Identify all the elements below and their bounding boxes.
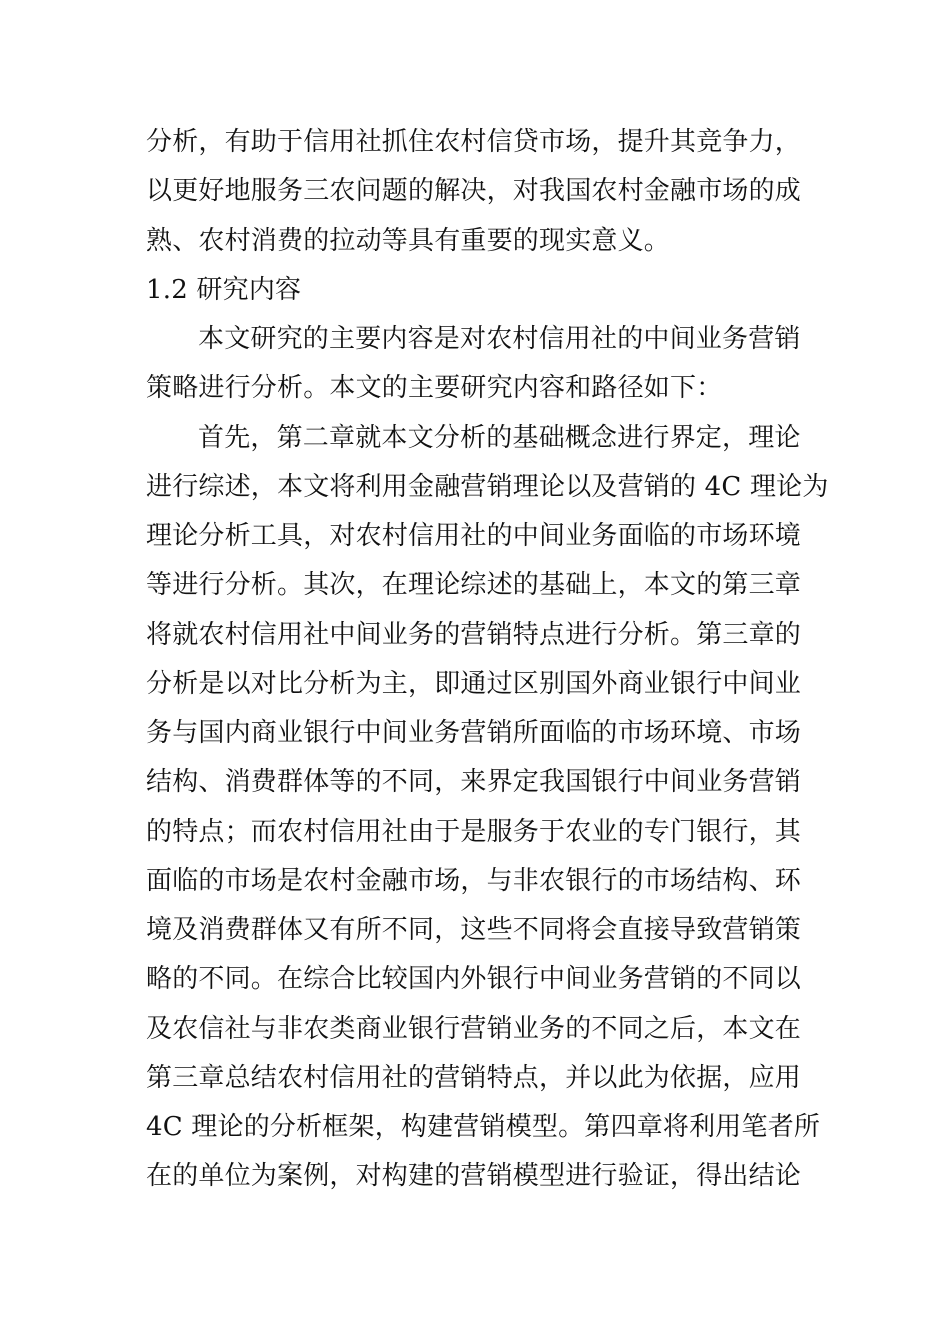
section-heading: 1.2 研究内容 — [146, 274, 302, 305]
paragraph-line: 首先，第二章就本文分析的基础概念进行界定，理论 — [198, 422, 801, 453]
paragraph-line: 境及消费群体又有所不同，这些不同将会直接导致营销策 — [146, 915, 802, 945]
paragraph-line: 等进行分析。其次，在理论综述的基础上，本文的第三章 — [146, 570, 802, 601]
paragraph-line: 略的不同。在综合比较国内外银行中间业务营销的不同以 — [146, 964, 802, 995]
paragraph-line: 务与国内商业银行中间业务营销所面临的市场环境、市场 — [146, 718, 802, 748]
paragraph-line: 进行综述，本文将利用金融营销理论以及营销的 4C 理论为 — [146, 471, 829, 502]
paragraph-line: 的特点；而农村信用社由于是服务于农业的专门银行，其 — [146, 816, 802, 847]
paragraph-line: 第三章总结农村信用社的营销特点，并以此为依据，应用 — [146, 1062, 802, 1093]
paragraph-line: 策略进行分析。本文的主要研究内容和路径如下： — [146, 373, 723, 404]
paragraph-line: 理论分析工具，对农村信用社的中间业务面临的市场环境 — [146, 521, 802, 551]
paragraph-line: 在的单位为案例，对构建的营销模型进行验证，得出结论 — [146, 1161, 802, 1192]
paragraph-line: 本文研究的主要内容是对农村信用社的中间业务营销 — [198, 324, 801, 354]
paragraph-line: 及农信社与非农类商业银行营销业务的不同之后，本文在 — [146, 1013, 802, 1044]
paragraph-line: 以更好地服务三农问题的解决，对我国农村金融市场的成 — [146, 176, 802, 207]
paragraph-line: 熟、农村消费的拉动等具有重要的现实意义。 — [146, 225, 671, 256]
paragraph-line: 分析是以对比分析为主，即通过区别国外商业银行中间业 — [146, 668, 802, 699]
paragraph-line: 结构、消费群体等的不同，来界定我国银行中间业务营销 — [146, 767, 802, 798]
paragraph-line: 将就农村信用社中间业务的营销特点进行分析。第三章的 — [146, 619, 802, 650]
paragraph-line: 面临的市场是农村金融市场，与非农银行的市场结构、环 — [146, 865, 802, 896]
paragraph-line: 分析，有助于信用社抓住农村信贷市场，提升其竞争力， — [146, 127, 802, 157]
paragraph-line: 4C 理论的分析框架，构建营销模型。第四章将利用笔者所 — [146, 1112, 821, 1142]
body-text — [146, 118, 829, 1202]
